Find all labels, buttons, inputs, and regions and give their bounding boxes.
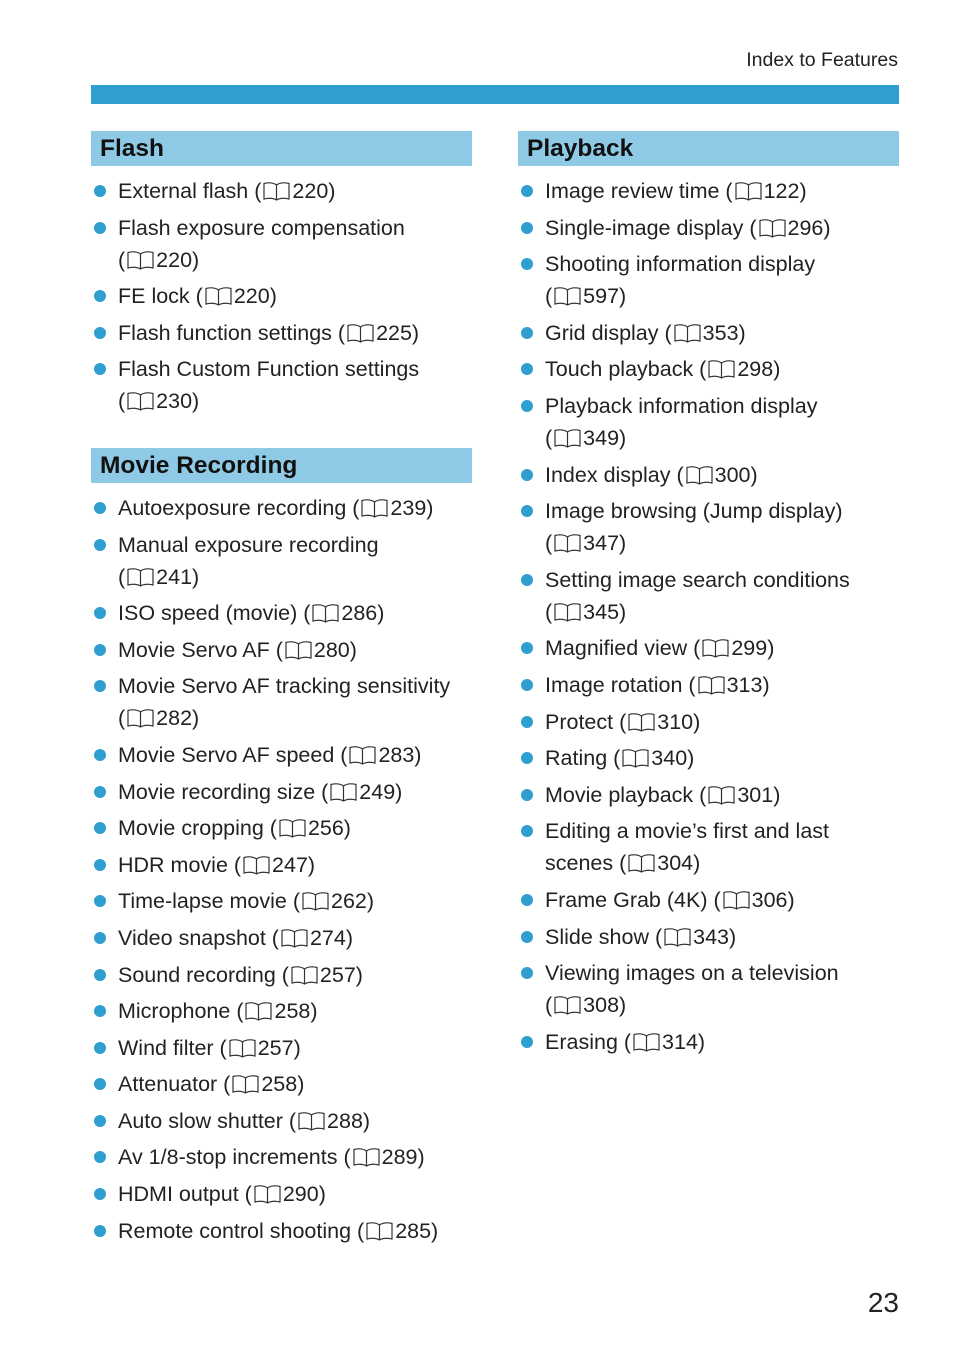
index-entry[interactable] [91,1105,472,1137]
entry-label-continued: ( [545,599,553,624]
entry-label: Auto slow shutter ( [118,1108,297,1133]
book-icon [346,323,375,343]
page-reference[interactable]: 306) [751,887,795,912]
entry-label: Movie Servo AF ( [118,637,283,662]
right-column [518,131,899,1062]
entry-label: Protect ( [545,709,627,734]
bullet-icon [94,1078,106,1090]
entry-label: ISO speed (movie) ( [118,601,311,626]
book-icon [352,1147,381,1167]
page-reference[interactable]: 239) [390,495,434,520]
entry-label-continued: ( [545,284,553,309]
index-entry[interactable] [518,212,899,244]
entry-label: Movie playback ( [545,782,707,807]
book-icon [280,928,309,948]
page-reference[interactable]: 256) [307,816,351,841]
page-reference[interactable]: 220) [292,179,336,203]
page-reference[interactable]: 258) [274,999,318,1024]
page-reference[interactable]: 313) [726,672,770,697]
index-entry[interactable] [91,1141,472,1173]
book-icon [290,965,319,985]
book-icon [734,181,763,201]
header-accent-bar [91,85,899,104]
book-icon [627,712,656,732]
book-icon [297,1111,326,1131]
entry-label-continued: ( [545,425,553,450]
book-icon [360,498,389,518]
entry-label: Setting image search conditions [545,567,850,592]
entry-label: Flash exposure compensation [118,215,405,240]
entry-label: Playback information display [545,393,818,418]
page-reference[interactable]: 230) [156,389,200,414]
entry-label: Magnified view ( [545,636,701,661]
page-reference[interactable]: 241) [156,564,200,589]
bullet-icon [521,400,533,412]
index-entry[interactable] [518,742,899,774]
bullet-icon [94,895,106,907]
bullet-icon [94,1225,106,1237]
entry-label-continued: ( [118,564,126,589]
index-entry[interactable] [518,248,899,312]
index-entry[interactable] [91,353,472,417]
bullet-icon [521,716,533,728]
entry-label: Movie recording size ( [118,779,329,804]
book-icon [204,286,233,306]
index-entry[interactable] [518,706,899,738]
page-reference[interactable]: 262) [331,889,375,914]
index-list-flash [91,175,472,417]
bullet-icon [94,327,106,339]
bullet-icon [521,894,533,906]
index-entry[interactable] [91,529,472,593]
book-icon [697,675,726,695]
bullet-icon [521,931,533,943]
bullet-icon [94,363,106,375]
page-reference[interactable]: 283) [378,742,422,767]
entry-label: Grid display ( [545,320,672,345]
page-reference[interactable]: 347) [583,531,627,556]
book-icon [126,250,155,270]
page-reference[interactable]: 310) [657,709,701,734]
index-entry[interactable] [91,634,472,666]
entry-label: Movie cropping ( [118,816,277,841]
page-reference[interactable]: 340) [651,746,695,771]
index-entry[interactable] [91,597,472,629]
bullet-icon [521,752,533,764]
page-reference[interactable]: 353) [702,320,746,345]
index-entry[interactable] [91,995,472,1027]
bullet-icon [94,607,106,619]
index-entry[interactable] [91,670,472,734]
page-reference[interactable]: 290) [282,1182,326,1207]
book-icon [126,567,155,587]
index-entry[interactable] [518,957,899,1021]
index-entry[interactable] [91,812,472,844]
index-entry[interactable] [518,884,899,916]
index-entry[interactable] [91,776,472,808]
bullet-icon [94,1042,106,1054]
index-entry[interactable] [91,1032,472,1064]
book-icon [663,927,692,947]
entry-label: Image browsing (Jump display) [545,499,843,524]
book-icon [553,428,582,448]
bullet-icon [521,505,533,517]
entry-label: Shooting information display [545,252,816,277]
book-icon [627,853,656,873]
bullet-icon [94,222,106,234]
entry-label: Viewing images on a television [545,961,839,986]
bullet-icon [521,185,533,197]
bullet-icon [521,327,533,339]
entry-label: Flash function settings ( [118,320,346,345]
entry-label: Microphone ( [118,999,244,1024]
page-reference[interactable]: 289) [381,1145,425,1170]
entry-label: Flash Custom Function settings [118,357,420,382]
index-entry[interactable] [518,921,899,953]
bullet-icon [521,469,533,481]
page-reference[interactable]: 597) [583,284,627,309]
index-entry[interactable] [91,1215,472,1247]
bullet-icon [521,222,533,234]
book-icon [365,1221,394,1241]
book-icon [553,602,582,622]
book-icon [228,1038,257,1058]
index-entry[interactable] [518,175,899,207]
book-icon [685,465,714,485]
entry-label: FE lock ( [118,284,203,309]
page-reference[interactable]: 220) [156,247,200,272]
page-reference[interactable]: 285) [395,1218,439,1243]
entry-label: Video snapshot ( [118,925,279,950]
bullet-icon [94,644,106,656]
page-reference[interactable]: 249) [359,779,403,804]
book-icon [701,638,730,658]
bullet-icon [521,1036,533,1048]
index-entry[interactable] [518,459,899,491]
entry-label-continued: scenes ( [545,851,627,876]
section-heading-movie-recording: Movie Recording [91,448,472,483]
page-reference[interactable]: 257) [319,962,363,987]
index-entry[interactable] [91,922,472,954]
page-reference[interactable]: 304) [657,851,701,876]
index-entry[interactable] [91,317,472,349]
page-reference[interactable]: 301) [737,782,781,807]
bullet-icon [521,679,533,691]
bullet-icon [94,822,106,834]
bullet-icon [94,290,106,302]
bullet-icon [94,1151,106,1163]
index-entry[interactable] [518,564,899,628]
page-reference[interactable]: 122) [763,179,807,203]
book-icon [278,818,307,838]
running-header-title: Index to Features [746,49,898,71]
book-icon [311,603,340,623]
entry-label: Time-lapse movie ( [118,889,300,914]
bullet-icon [94,1005,106,1017]
entry-label: Erasing ( [545,1029,632,1054]
index-entry[interactable] [91,739,472,771]
page-reference[interactable]: 286) [341,601,385,626]
entry-label: Movie Servo AF speed ( [118,742,348,767]
book-icon [329,782,358,802]
bullet-icon [94,749,106,761]
book-icon [126,391,155,411]
page-reference[interactable]: 298) [737,357,781,382]
entry-label: Touch playback ( [545,357,707,382]
book-icon [242,855,271,875]
index-entry[interactable] [518,815,899,879]
entry-label: Image rotation ( [545,672,696,697]
index-entry[interactable] [518,495,899,559]
section-heading-flash: Flash [91,131,472,166]
page-reference[interactable]: 343) [693,924,737,949]
bullet-icon [94,502,106,514]
page-reference[interactable]: 308) [583,993,627,1018]
index-entry[interactable] [91,212,472,276]
page-reference[interactable]: 220) [233,284,277,309]
entry-label-continued: ( [118,247,126,272]
index-entry[interactable] [91,492,472,524]
bullet-icon [94,786,106,798]
bullet-icon [94,932,106,944]
index-entry[interactable] [518,632,899,664]
book-icon [707,785,736,805]
entry-label: Index display ( [545,462,684,487]
index-entry[interactable] [91,175,472,207]
entry-label: Wind filter ( [118,1035,227,1060]
bullet-icon [94,859,106,871]
book-icon [253,1184,282,1204]
entry-label: Slide show ( [545,924,663,949]
book-icon [707,359,736,379]
entry-label: Autoexposure recording ( [118,495,360,520]
entry-label: HDR movie ( [118,852,242,877]
index-entry[interactable] [518,669,899,701]
book-icon [348,745,377,765]
bullet-icon [94,680,106,692]
book-icon [301,891,330,911]
book-icon [632,1032,661,1052]
book-icon [231,1074,260,1094]
entry-label: Remote control shooting ( [118,1218,365,1243]
entry-label: Av 1/8-stop increments ( [118,1145,351,1170]
page-reference[interactable]: 349) [583,425,627,450]
entry-label-continued: ( [118,706,126,731]
entry-label: Attenuator ( [118,1072,231,1097]
bullet-icon [521,789,533,801]
index-entry[interactable] [91,280,472,312]
page-reference[interactable]: 280) [313,637,357,662]
index-entry[interactable] [518,390,899,454]
page-reference[interactable]: 300) [714,462,758,487]
bullet-icon [94,539,106,551]
bullet-icon [521,258,533,270]
book-icon [673,323,702,343]
book-icon [621,748,650,768]
page-reference[interactable]: 296) [787,215,831,240]
entry-label: Rating ( [545,746,621,771]
entry-label: Frame Grab (4K) ( [545,887,721,912]
entry-label: External flash ( [118,179,262,203]
entry-label: Single-image display ( [545,215,757,240]
book-icon [722,890,751,910]
bullet-icon [521,967,533,979]
book-icon [758,218,787,238]
entry-label-continued: ( [545,531,553,556]
section-heading-playback: Playback [518,131,899,166]
page-reference[interactable]: 314) [662,1029,706,1054]
bullet-icon [521,574,533,586]
index-entry[interactable] [518,779,899,811]
page-reference[interactable]: 288) [327,1108,371,1133]
index-list-playback [518,175,899,1058]
index-entry[interactable] [91,1068,472,1100]
page-reference[interactable]: 282) [156,706,200,731]
book-icon [553,286,582,306]
bullet-icon [94,185,106,197]
left-column [91,131,472,1251]
page-reference[interactable]: 257) [257,1035,301,1060]
bullet-icon [94,1115,106,1127]
book-icon [262,181,291,201]
index-entry[interactable] [91,849,472,881]
entry-label: Manual exposure recording [118,532,379,557]
book-icon [284,640,313,660]
index-entry[interactable] [91,885,472,917]
entry-label-continued: ( [545,993,553,1018]
page-number: 23 [867,1287,899,1318]
book-icon [244,1001,273,1021]
page-reference[interactable]: 299) [731,636,775,661]
bullet-icon [94,1188,106,1200]
book-icon [553,995,582,1015]
index-entry[interactable] [91,1178,472,1210]
book-icon [553,533,582,553]
page-reference[interactable]: 345) [583,599,627,624]
index-entry[interactable] [518,317,899,349]
bullet-icon [94,969,106,981]
index-list-movie-recording [91,492,472,1247]
book-icon [126,708,155,728]
entry-label: Image review time ( [545,179,733,203]
bullet-icon [521,825,533,837]
entry-label: HDMI output ( [118,1182,252,1207]
entry-label: Editing a movie’s first and last [545,819,830,844]
page-reference[interactable]: 258) [261,1072,305,1097]
page-reference[interactable]: 274) [309,925,354,950]
index-entry[interactable] [518,353,899,385]
index-entry[interactable] [91,959,472,991]
page-reference[interactable]: 225) [376,320,420,345]
page-reference[interactable]: 247) [272,852,316,877]
index-entry[interactable] [518,1026,899,1058]
entry-label-continued: ( [118,389,126,414]
bullet-icon [521,642,533,654]
entry-label: Sound recording ( [118,962,289,987]
entry-label: Movie Servo AF tracking sensitivity [118,674,451,699]
bullet-icon [521,363,533,375]
